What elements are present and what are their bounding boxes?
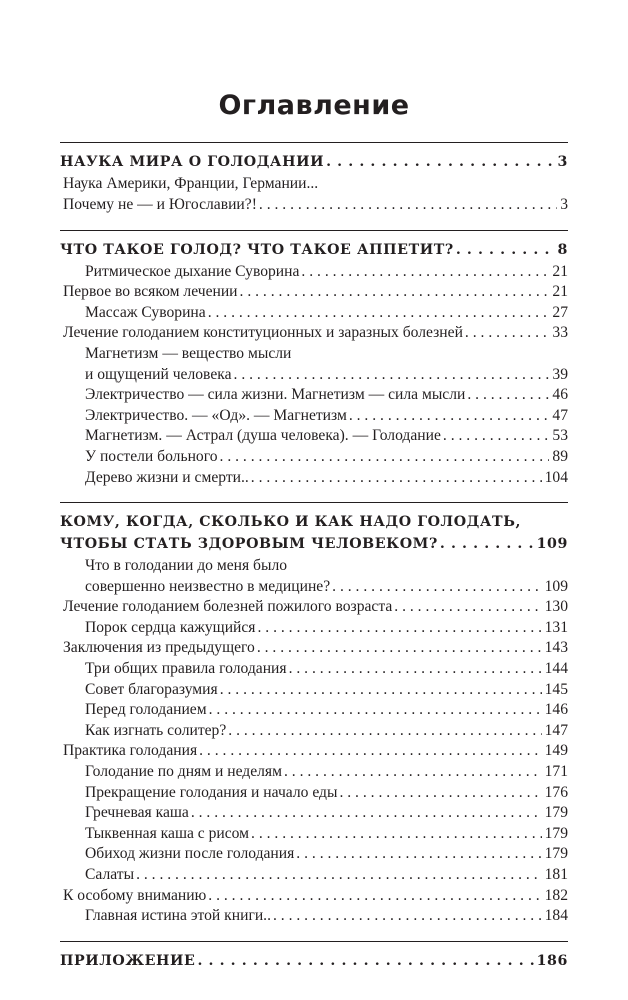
entry-title: Прекращение голодания и начало еды bbox=[85, 783, 338, 801]
section-divider bbox=[60, 142, 568, 143]
entry-title-line2: Почему не — и Югославии?! bbox=[63, 195, 257, 213]
toc-entry bbox=[60, 618, 568, 639]
toc-entry bbox=[60, 262, 568, 283]
entry-page: 144 bbox=[544, 660, 568, 678]
entry-page: 53 bbox=[552, 427, 568, 445]
toc-entry bbox=[60, 385, 568, 406]
section-title: ПРИЛОЖЕНИЕ bbox=[60, 952, 196, 969]
section-divider bbox=[60, 230, 568, 231]
entry-page: 181 bbox=[544, 866, 568, 884]
dot-leader bbox=[240, 282, 550, 303]
section-page: 8 bbox=[557, 241, 568, 258]
toc-entry bbox=[60, 865, 568, 886]
entry-page: 145 bbox=[544, 680, 568, 698]
entry-page: 184 bbox=[544, 907, 568, 925]
entry-page: 46 bbox=[552, 386, 568, 404]
entry-title: Массаж Суворина bbox=[85, 303, 206, 321]
dot-leader bbox=[273, 906, 542, 927]
entry-title: Перед голоданием bbox=[85, 701, 207, 719]
entry-title: Дерево жизни и смерти.. bbox=[85, 468, 249, 486]
entry-title: Три общих правила голодания bbox=[85, 660, 287, 678]
entry-title: К особому вниманию bbox=[63, 886, 207, 904]
toc-entry bbox=[60, 344, 568, 385]
toc-entry bbox=[60, 303, 568, 324]
entry-page: 33 bbox=[552, 324, 568, 342]
toc-entry bbox=[60, 638, 568, 659]
section-page: 3 bbox=[557, 154, 568, 171]
toc-entry bbox=[60, 783, 568, 804]
toc-entry bbox=[60, 824, 568, 845]
toc-entry bbox=[60, 741, 568, 762]
entry-title-line1: Магнетизм — вещество мысли bbox=[85, 344, 292, 362]
toc-entry bbox=[60, 426, 568, 447]
dot-leader bbox=[257, 618, 541, 639]
toc-section bbox=[60, 502, 568, 927]
toc-page bbox=[60, 90, 568, 972]
dot-leader bbox=[136, 865, 542, 886]
section-page: 109 bbox=[536, 536, 568, 553]
dot-leader bbox=[228, 721, 541, 742]
toc-entry bbox=[60, 597, 568, 618]
entry-page: 47 bbox=[552, 406, 568, 424]
dot-leader bbox=[465, 323, 549, 344]
toc-section bbox=[60, 941, 568, 972]
section-divider bbox=[60, 941, 568, 942]
dot-leader bbox=[284, 762, 542, 783]
dot-leader bbox=[332, 577, 541, 598]
entry-title: Заключения из предыдущего bbox=[63, 639, 255, 657]
dot-leader bbox=[259, 195, 557, 216]
dot-leader bbox=[191, 803, 542, 824]
entry-page: 171 bbox=[544, 763, 568, 781]
entry-title: Совет благоразумия bbox=[85, 680, 218, 698]
toc-entry bbox=[60, 282, 568, 303]
section-heading bbox=[60, 239, 568, 261]
entry-page: 3 bbox=[560, 195, 568, 213]
dot-leader bbox=[199, 741, 541, 762]
entry-page: 179 bbox=[544, 804, 568, 822]
section-title-line2: ЧТОБЫ СТАТЬ ЗДОРОВЫМ ЧЕЛОВЕКОМ? bbox=[60, 536, 438, 553]
entry-title: Практика голодания bbox=[63, 742, 198, 760]
dot-leader bbox=[394, 597, 541, 618]
dot-leader bbox=[251, 824, 542, 845]
toc-title: Оглавление bbox=[218, 90, 410, 121]
entry-page: 176 bbox=[544, 783, 568, 801]
entry-title: Салаты bbox=[85, 866, 135, 884]
entry-page: 109 bbox=[544, 577, 568, 595]
dot-leader bbox=[251, 468, 542, 489]
entry-page: 39 bbox=[552, 365, 568, 383]
entry-page: 147 bbox=[544, 721, 568, 739]
entry-title: Первое во всяком лечении bbox=[63, 283, 238, 301]
entry-title: Лечение голоданием конституционных и заразных болезней bbox=[63, 324, 463, 342]
dot-leader bbox=[440, 533, 534, 555]
toc-entry bbox=[60, 700, 568, 721]
entry-page: 104 bbox=[544, 468, 568, 486]
dot-leader bbox=[467, 385, 549, 406]
entry-page: 179 bbox=[544, 845, 568, 863]
section-divider bbox=[60, 502, 568, 503]
entry-page: 146 bbox=[544, 701, 568, 719]
entry-page: 130 bbox=[544, 598, 568, 616]
entry-title-line1: Что в голодании до меня было bbox=[85, 557, 288, 575]
entry-title: У постели больного bbox=[85, 447, 218, 465]
entry-title: Магнетизм. — Астрал (душа человека). — Голодание bbox=[85, 427, 441, 445]
toc-entry bbox=[60, 721, 568, 742]
entry-page: 182 bbox=[544, 886, 568, 904]
dot-leader bbox=[257, 638, 542, 659]
section-title: НАУКА МИРА О ГОЛОДАНИИ bbox=[60, 154, 325, 171]
toc-entry bbox=[60, 556, 568, 597]
toc-entry bbox=[60, 803, 568, 824]
dot-leader bbox=[339, 783, 541, 804]
section-heading bbox=[60, 151, 568, 173]
dot-leader bbox=[349, 406, 550, 427]
dot-leader bbox=[208, 886, 541, 907]
toc-entry bbox=[60, 680, 568, 701]
entry-title: Как изгнать солитер? bbox=[85, 721, 227, 739]
entry-title: Ритмическое дыхание Суворина bbox=[85, 262, 300, 280]
dot-leader bbox=[296, 844, 541, 865]
entry-page: 27 bbox=[552, 303, 568, 321]
entry-title: Гречневая каша bbox=[85, 804, 189, 822]
entry-title: Обиход жизни после голодания bbox=[85, 845, 295, 863]
entry-page: 149 bbox=[544, 742, 568, 760]
section-page: 186 bbox=[536, 952, 568, 969]
entry-page: 89 bbox=[552, 447, 568, 465]
dot-leader bbox=[289, 659, 542, 680]
dot-leader bbox=[234, 365, 550, 386]
dot-leader bbox=[197, 950, 533, 972]
dot-leader bbox=[208, 303, 550, 324]
toc-entry bbox=[60, 762, 568, 783]
entry-title: Порок сердца кажущийся bbox=[85, 618, 256, 636]
entry-page: 21 bbox=[552, 262, 568, 280]
dot-leader bbox=[220, 447, 550, 468]
entry-title: Лечение голоданием болезней пожилого возраста bbox=[63, 598, 393, 616]
entry-page: 179 bbox=[544, 824, 568, 842]
entry-title-line2: совершенно неизвестно в медицине? bbox=[85, 577, 331, 595]
entry-title: Тыквенная каша с рисом bbox=[85, 824, 250, 842]
dot-leader bbox=[220, 680, 542, 701]
dot-leader bbox=[443, 426, 550, 447]
entry-page: 21 bbox=[552, 283, 568, 301]
toc-entry bbox=[60, 906, 568, 927]
dot-leader bbox=[301, 262, 549, 283]
toc-entry bbox=[60, 659, 568, 680]
entry-title: Электричество. — «Од». — Магнетизм bbox=[85, 406, 347, 424]
entry-page: 143 bbox=[544, 639, 568, 657]
dot-leader bbox=[326, 151, 554, 173]
entry-title: Электричество — сила жизни. Магнетизм — сила мысли bbox=[85, 386, 466, 404]
entry-title-line1: Наука Америки, Франции, Германии... bbox=[63, 175, 319, 193]
section-title: ЧТО ТАКОЕ ГОЛОД? ЧТО ТАКОЕ АППЕТИТ? bbox=[60, 241, 454, 258]
toc-entry bbox=[60, 844, 568, 865]
section-heading bbox=[60, 533, 568, 555]
dot-leader bbox=[209, 700, 542, 721]
section-heading bbox=[60, 950, 568, 972]
entry-title: Голодание по дням и неделям bbox=[85, 763, 282, 781]
section-title-line1: КОМУ, КОГДА, СКОЛЬКО И КАК НАДО ГОЛОДАТЬ, bbox=[60, 514, 522, 531]
entry-title-line2: и ощущений человека bbox=[85, 365, 232, 383]
toc-entry bbox=[60, 323, 568, 344]
toc-section bbox=[60, 230, 568, 489]
entry-title: Главная истина этой книги.. bbox=[85, 907, 271, 925]
toc-entry bbox=[60, 174, 568, 215]
toc-entry bbox=[60, 468, 568, 489]
toc-entry bbox=[60, 447, 568, 468]
toc-entry bbox=[60, 886, 568, 907]
toc-section bbox=[60, 142, 568, 215]
toc-entry bbox=[60, 406, 568, 427]
dot-leader bbox=[456, 239, 555, 261]
entry-page: 131 bbox=[544, 618, 568, 636]
